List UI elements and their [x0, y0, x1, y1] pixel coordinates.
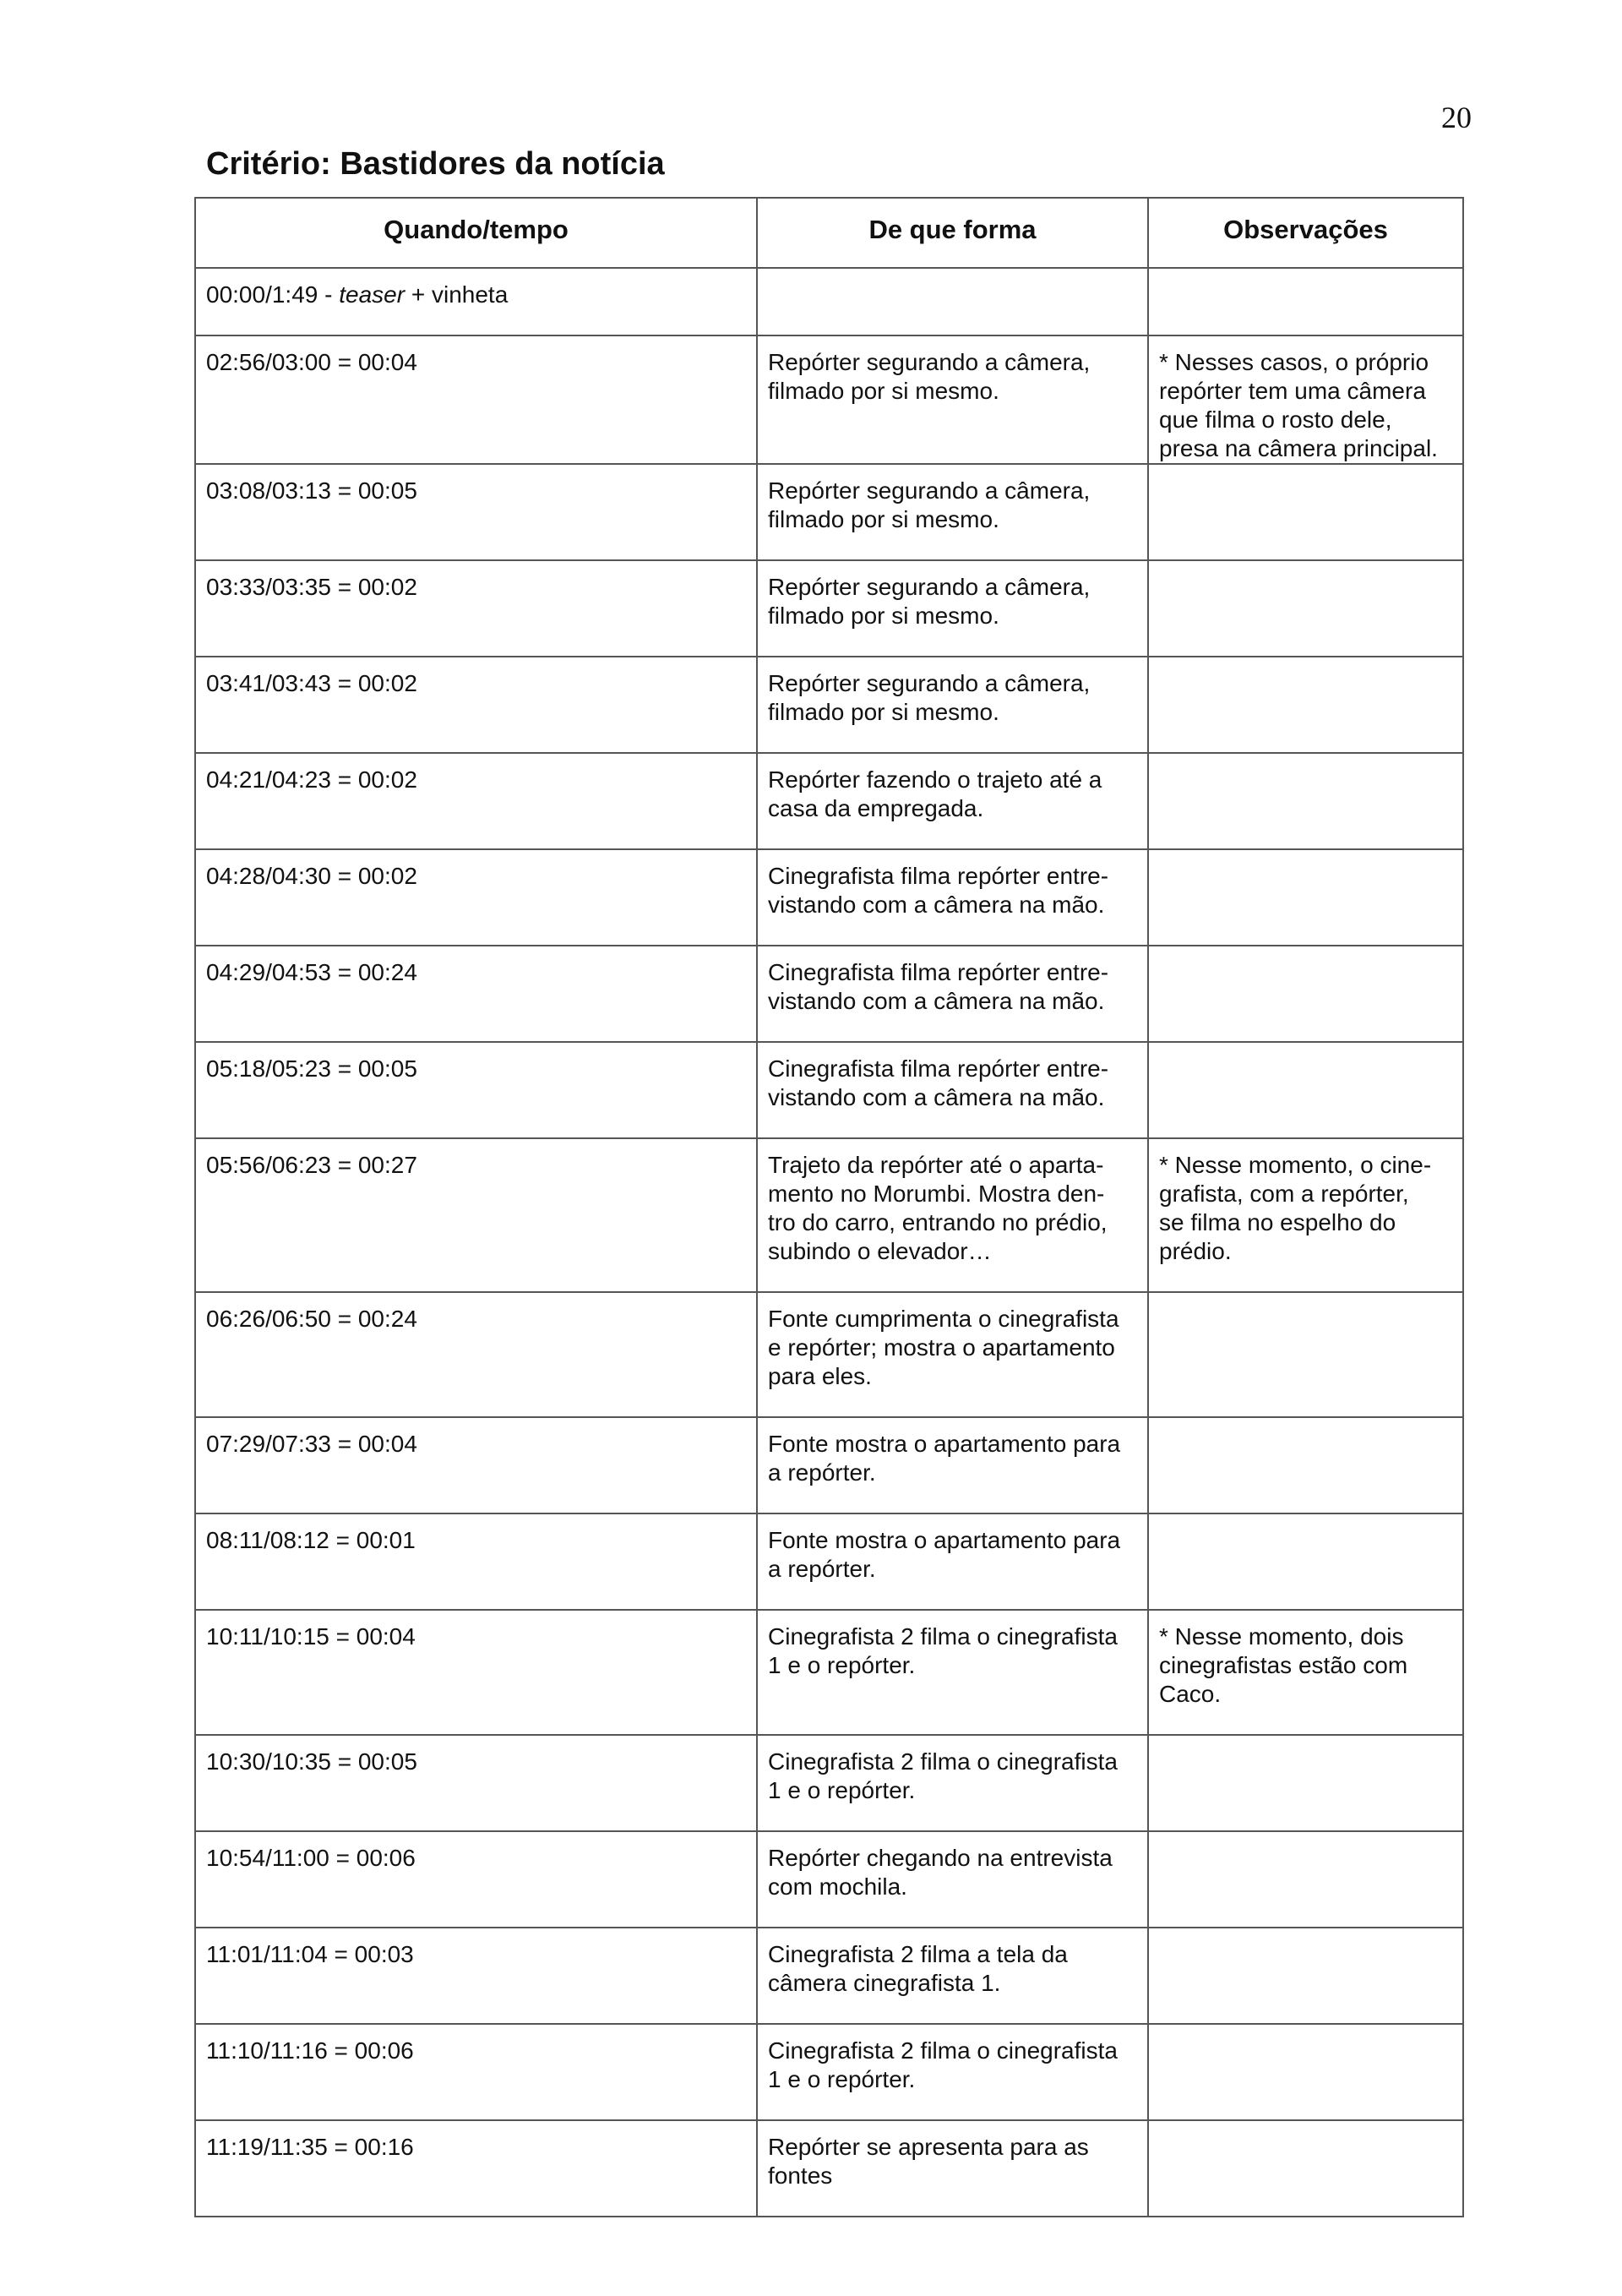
how-cell: Fonte mostra o apartamento para a repórter. — [757, 1417, 1148, 1513]
time-cell: 08:11/08:12 = 00:01 — [195, 1513, 757, 1610]
time-cell: 11:01/11:04 = 00:03 — [195, 1928, 757, 2024]
table-row — [195, 464, 1463, 560]
column-header-time: Quando/tempo — [195, 198, 757, 268]
time-cell: 03:08/03:13 = 00:05 — [195, 464, 757, 560]
how-cell: Cinegrafista 2 filma a tela da câmera cinegrafista 1. — [757, 1928, 1148, 2024]
time-cell: 06:26/06:50 = 00:24 — [195, 1292, 757, 1417]
how-cell: Repórter segurando a câmera, filmado por si mesmo. — [757, 464, 1148, 560]
time-cell: 04:21/04:23 = 00:02 — [195, 753, 757, 849]
table-row — [195, 753, 1463, 849]
observation-cell — [1148, 2120, 1463, 2217]
observation-cell: * Nesses casos, o próprio repórter tem uma câmera que filma o rosto dele, presa na câmera principal. — [1148, 335, 1463, 464]
how-cell — [757, 268, 1148, 335]
time-cell: 02:56/03:00 = 00:04 — [195, 335, 757, 464]
time-prefix: 00:00/1:49 - — [206, 281, 340, 308]
how-cell: Cinegrafista filma repórter entre- vistando com a câmera na mão. — [757, 849, 1148, 946]
table-row — [195, 268, 1463, 335]
how-cell: Cinegrafista filma repórter entre- vistando com a câmera na mão. — [757, 1042, 1148, 1138]
time-suffix: + vinheta — [405, 281, 509, 308]
observation-cell — [1148, 2024, 1463, 2120]
column-header-how: De que forma — [757, 198, 1148, 268]
table-row — [195, 946, 1463, 1042]
observation-cell — [1148, 1735, 1463, 1831]
observation-cell — [1148, 1292, 1463, 1417]
page-title: Critério: Bastidores da notícia — [206, 146, 665, 182]
table-row — [195, 1292, 1463, 1417]
observation-cell — [1148, 946, 1463, 1042]
table-row — [195, 1417, 1463, 1513]
table-row — [195, 1610, 1463, 1735]
time-italic: teaser — [339, 281, 406, 308]
table-row — [195, 657, 1463, 753]
how-cell: Fonte cumprimenta o cinegrafista e repórter; mostra o apartamento para eles. — [757, 1292, 1148, 1417]
time-cell: 05:56/06:23 = 00:27 — [195, 1138, 757, 1292]
table-row — [195, 1831, 1463, 1928]
table-row — [195, 849, 1463, 946]
table-row — [195, 2120, 1463, 2217]
time-cell — [195, 268, 757, 335]
observation-cell — [1148, 1417, 1463, 1513]
column-header-observations: Observações — [1148, 198, 1463, 268]
how-cell: Cinegrafista 2 filma o cinegrafista 1 e o repórter. — [757, 2024, 1148, 2120]
time-cell: 10:30/10:35 = 00:05 — [195, 1735, 757, 1831]
time-cell: 10:54/11:00 = 00:06 — [195, 1831, 757, 1928]
table-row — [195, 2024, 1463, 2120]
page-number: 20 — [1441, 101, 1472, 134]
how-cell: Cinegrafista 2 filma o cinegrafista 1 e o repórter. — [757, 1610, 1148, 1735]
observation-cell: * Nesse momento, dois cinegrafistas estão com Caco. — [1148, 1610, 1463, 1735]
time-cell: 03:33/03:35 = 00:02 — [195, 560, 757, 657]
how-cell: Cinegrafista filma repórter entre- vistando com a câmera na mão. — [757, 946, 1148, 1042]
how-cell: Repórter se apresenta para as fontes — [757, 2120, 1148, 2217]
observation-cell — [1148, 849, 1463, 946]
observation-cell: * Nesse momento, o cine- grafista, com a repórter, se filma no espelho do prédio. — [1148, 1138, 1463, 1292]
how-cell: Repórter fazendo o trajeto até a casa da empregada. — [757, 753, 1148, 849]
observation-cell — [1148, 753, 1463, 849]
time-cell: 03:41/03:43 = 00:02 — [195, 657, 757, 753]
observation-cell — [1148, 268, 1463, 335]
observation-cell — [1148, 1928, 1463, 2024]
time-cell: 07:29/07:33 = 00:04 — [195, 1417, 757, 1513]
table-row — [195, 1928, 1463, 2024]
observation-cell — [1148, 657, 1463, 753]
how-cell: Repórter segurando a câmera, filmado por si mesmo. — [757, 657, 1148, 753]
table-row — [195, 1735, 1463, 1831]
time-cell: 05:18/05:23 = 00:05 — [195, 1042, 757, 1138]
table-row — [195, 1138, 1463, 1292]
criteria-table — [194, 197, 1464, 2217]
how-cell: Repórter segurando a câmera, filmado por si mesmo. — [757, 560, 1148, 657]
observation-cell — [1148, 560, 1463, 657]
table-row — [195, 560, 1463, 657]
table-row — [195, 1042, 1463, 1138]
time-cell: 11:19/11:35 = 00:16 — [195, 2120, 757, 2217]
observation-cell — [1148, 1831, 1463, 1928]
time-cell: 04:28/04:30 = 00:02 — [195, 849, 757, 946]
observation-cell — [1148, 1042, 1463, 1138]
table-row — [195, 1513, 1463, 1610]
how-cell: Fonte mostra o apartamento para a repórter. — [757, 1513, 1148, 1610]
time-cell: 04:29/04:53 = 00:24 — [195, 946, 757, 1042]
how-cell: Trajeto da repórter até o aparta- mento no Morumbi. Mostra den- tro do carro, entrando no prédio, subindo o elevador… — [757, 1138, 1148, 1292]
table-row — [195, 335, 1463, 464]
time-cell: 10:11/10:15 = 00:04 — [195, 1610, 757, 1735]
how-cell: Repórter segurando a câmera, filmado por si mesmo. — [757, 335, 1148, 464]
table-header-row — [195, 198, 1463, 268]
how-cell: Cinegrafista 2 filma o cinegrafista 1 e o repórter. — [757, 1735, 1148, 1831]
how-cell: Repórter chegando na entrevista com mochila. — [757, 1831, 1148, 1928]
observation-cell — [1148, 464, 1463, 560]
observation-cell — [1148, 1513, 1463, 1610]
time-cell: 11:10/11:16 = 00:06 — [195, 2024, 757, 2120]
